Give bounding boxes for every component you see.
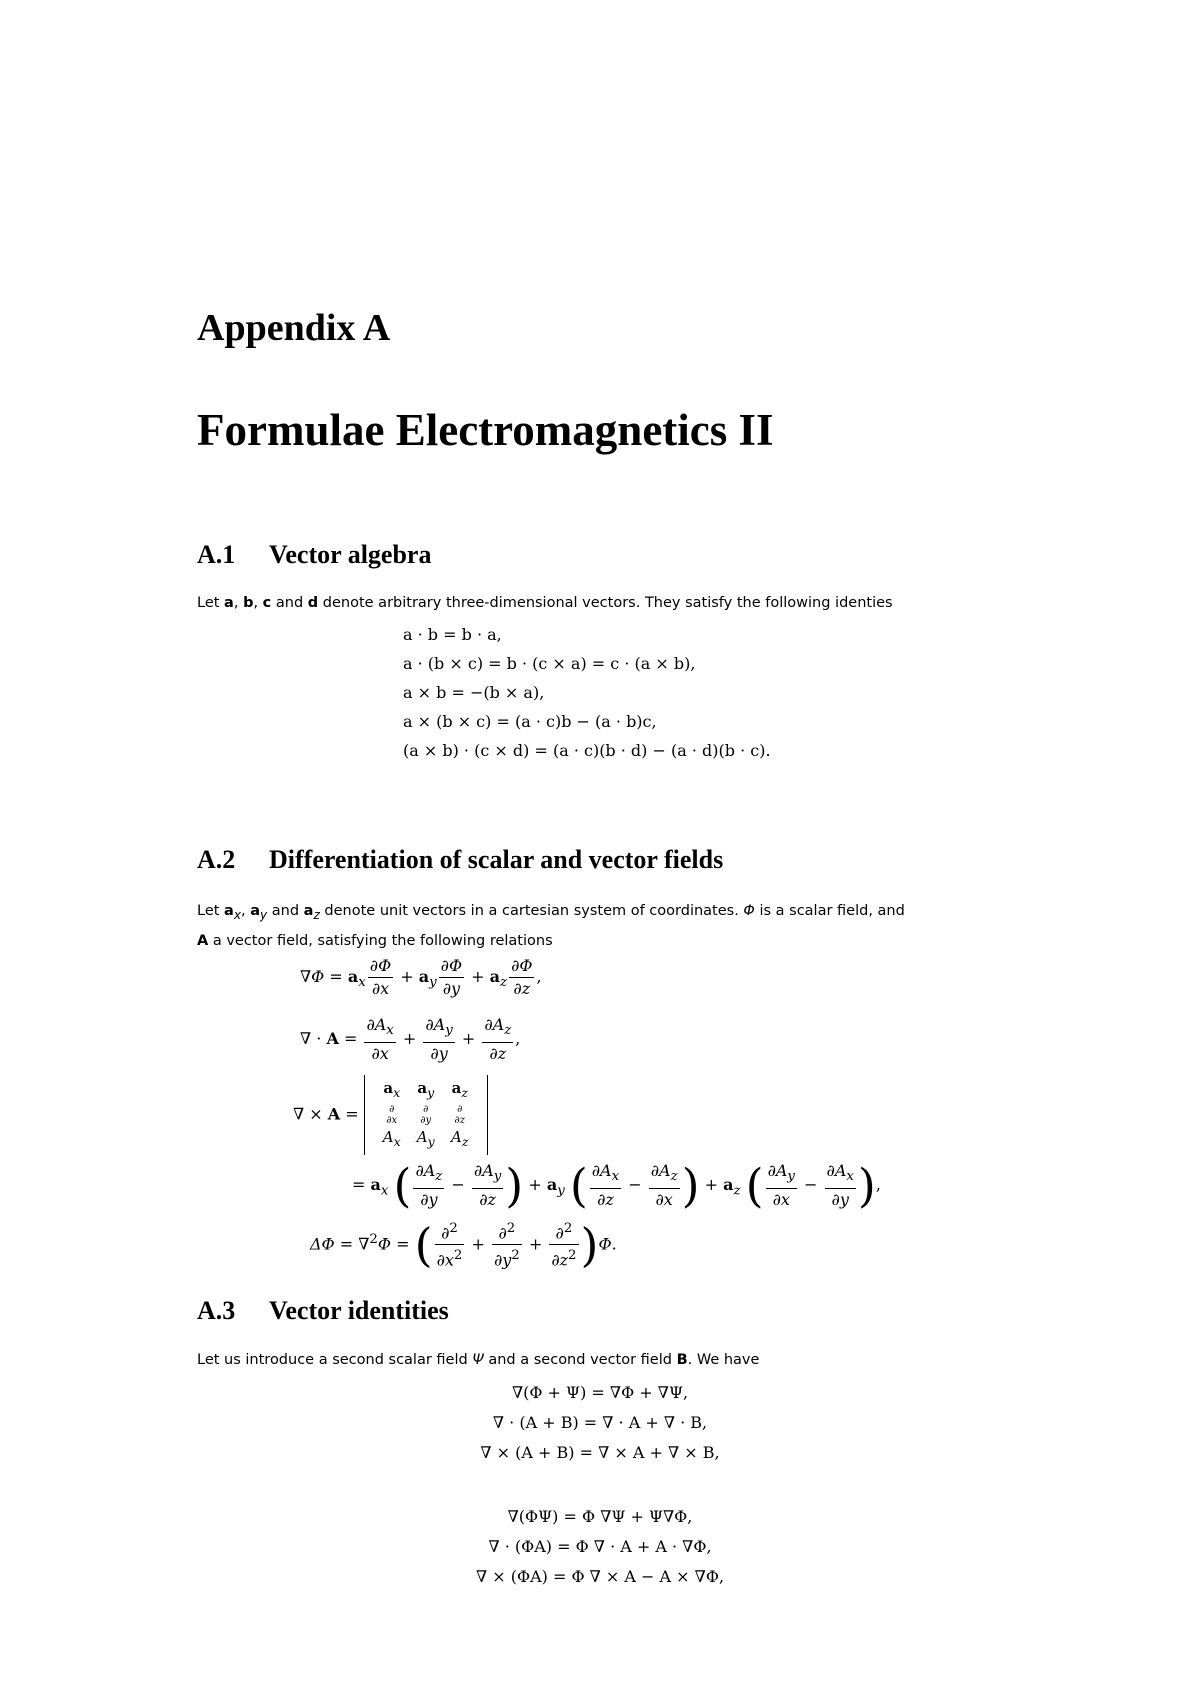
laplacian-equation: ΔΦ = ∇$^2$Φ = ( $\frac{\partial^2}{\partial x^2}$ + $\frac{\partial^2}{\partial y^2}$ + $\frac{\partial^2}{\partial z^2}$ )Φ. — [310, 1217, 617, 1272]
section-number: A.2 — [197, 845, 236, 874]
equation-block-product-rules — [300, 1502, 900, 1592]
equation: a · (b × c) = b · (c × a) = c · (a × b), — [403, 654, 696, 673]
divergence-equation: ∇ · A = $\frac{\partial A_x}{\partial x}$ + $\frac{\partial A_y}{\partial y}$ + $\frac{\partial A_z}{\partial z}$ , — [300, 1015, 521, 1064]
equation: a × b = −(b × a), — [403, 683, 545, 702]
curl-determinant: $a_x$ $a_y$ $a_z$ ∂ ∂x ∂ ∂y ∂ ∂z $A_x$ $A_y$ $A_z$ — [364, 1075, 488, 1155]
page-title: Formulae Electromagnetics II — [197, 405, 774, 455]
section-title: Vector identities — [269, 1296, 449, 1325]
equation: (a × b) · (c × d) = (a · c)(b · d) − (a · d)(b · c). — [403, 741, 771, 760]
equation: ∇ · (ΦA) = Φ ∇ · A + A · ∇Φ, — [488, 1537, 712, 1556]
equation: ∇ × (A + B) = ∇ × A + ∇ × B, — [480, 1443, 720, 1462]
section-heading-a1 — [197, 540, 431, 570]
section-title: Vector algebra — [269, 540, 432, 569]
section-title: Differentiation of scalar and vector fields — [269, 845, 724, 874]
equation: ∇ · (A + B) = ∇ · A + ∇ · B, — [492, 1413, 708, 1432]
section-number: A.1 — [197, 540, 236, 569]
gradient-equation: $\nabla\Phi = a_x$ $\frac{\partial\Phi}{\partial x}$ + $a_y$ $\frac{\partial\Phi}{\partial y}$ + $a_z$ $\frac{\partial\Phi}{\partial z}$ , — [300, 956, 542, 998]
section-heading-a2 — [197, 845, 723, 875]
section-intro: Let a, b, c and d denote arbitrary three-dimensional vectors. They satisfy the following identies — [197, 595, 893, 611]
section-intro: Let $a_x$, $a_y$ and $a_z$ denote unit vectors in a cartesian system of coordinates. Φ is a scalar field, and A a vector field, satisfying the following relations — [197, 903, 905, 949]
section-number: A.3 — [197, 1296, 236, 1325]
equation: ∇(ΦΨ) = Φ ∇Ψ + Ψ∇Φ, — [507, 1507, 693, 1526]
equation-block-vector-algebra — [403, 620, 771, 765]
section-intro: Let us introduce a second scalar field Ψ and a second vector field B. We have — [197, 1352, 760, 1368]
equation: ∇(Φ + Ψ) = ∇Φ + ∇Ψ, — [511, 1383, 689, 1402]
equation: a × (b × c) = (a · c)b − (a · b)c, — [403, 712, 657, 731]
equation: a · b = b · a, — [403, 625, 502, 644]
appendix-label: Appendix A — [197, 307, 391, 349]
equation: ∇ × (ΦA) = Φ ∇ × A − A × ∇Φ, — [475, 1567, 725, 1586]
curl-expanded-equation: = $a_x$ ( $\frac{\partial A_z}{\partial y}$ − $\frac{\partial A_y}{\partial z}$ ) + $a_y$ ( $\frac{\partial A_x}{\partial z}$ − $\frac{\partial A_z}{\partial x}$ ) + $a_z$ ( $\frac{\partial A_y}{\partial x}$ − $\frac{\partial A_x}{\partial y}$ ), — [352, 1158, 881, 1213]
curl-determinant-equation: ∇ × A = $a_x$ $a_y$ $a_z$ ∂ ∂x ∂ ∂y ∂ ∂z $A_x$ $A_y$ $A_z$ — [293, 1075, 488, 1155]
equation-block-linearity — [300, 1378, 900, 1468]
section-heading-a3 — [197, 1296, 449, 1326]
